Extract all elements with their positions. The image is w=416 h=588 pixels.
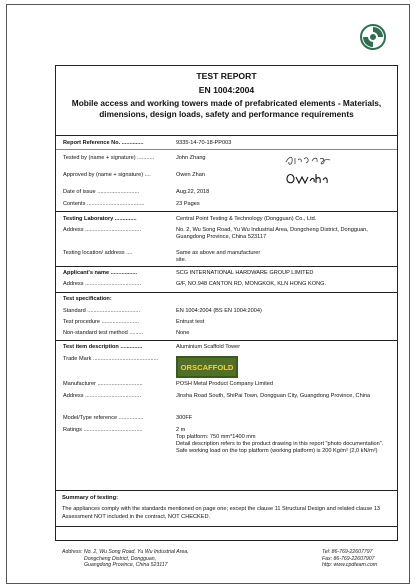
manufacturer-label: Manufacturer: [63, 381, 96, 387]
model-value: 300FF: [176, 415, 193, 421]
divider: [56, 266, 397, 267]
divider: [56, 211, 397, 212]
ratings-detail: Detail description refers to the product drawing in this report "photo documentation".: [176, 441, 384, 447]
trademark-label: Trade Mark: [63, 356, 92, 362]
location-value: Same as above and manufacturer site.: [176, 250, 261, 263]
lab-address-value: No. 2, Wu Song Road, Yu Wu Industrial Area, Dongcheng District, Dongguan, Guangdong Province, China 523117: [176, 227, 368, 240]
trademark-logo-text: ORSCAFFOLD: [180, 363, 234, 372]
nonstandard-label: Non-standard test method: [63, 330, 128, 336]
standard-label: Standard: [63, 308, 86, 314]
report-title: TEST REPORT: [196, 71, 257, 81]
footer-fax: Fax: 86-769-22607907: [322, 555, 375, 562]
footer-address-line1: Address: No. 2, Wu Song Road, Yu Wu Industrial Area,: [62, 549, 189, 555]
report-subtitle: Mobile access and working towers made of prefabricated elements - Materials, dimensions, design loads, safety and performance requirements: [71, 98, 382, 119]
date-value: Aug.22, 2018: [176, 189, 210, 195]
footer-web[interactable]: http: www.cpdteam.com: [322, 562, 378, 569]
tested-by-label: Tested by (name + signature): [63, 155, 136, 161]
approved-by-label: Approved by (name + signature): [63, 172, 144, 178]
tested-by-value: John Zhang: [176, 155, 206, 161]
nonstandard-value: None: [176, 330, 190, 336]
company-logo-icon: [359, 23, 387, 51]
applicant-address-value: G/F, NO.948 CANTON RD, MONGKOK, KLN HONG KONG.: [176, 281, 327, 287]
divider: [56, 340, 397, 341]
footer-tel: Tel: 86-769-22607797: [322, 549, 373, 555]
trademark-logo: [176, 356, 238, 378]
model-label: Model/Type reference: [63, 415, 118, 421]
signature-john-zhang: [284, 153, 334, 167]
footer-contact: [322, 549, 404, 569]
applicant-address-label: Address: [63, 281, 84, 287]
lab-address-label: Address: [63, 227, 84, 233]
ratings-values: [176, 427, 394, 455]
procedure-value: Entrust test: [176, 319, 205, 325]
standard-value: EN 1004:2004 (BS EN 1004:2004): [176, 308, 262, 314]
applicant-label: Applicant's name: [63, 270, 110, 276]
test-report-box: TEST REPORT EN 1004:2004 Mobile access and working towers made of prefabricated elements - Materials, dimensions, design loads, safety and performance requirements Report Reference No. .............. 9335-14-70-18-PP003 Tested by (name + signature) ........... John Zhang Approved by (name + signature) .... Owen Zhan Date of issue ........................... Aug.22, 2018 Contents ..................................... 23 Pages Testing Laboratory .............. Central Point Testing & Technology (Dongguan) Co., Ltd. Address .................................... No. 2, Wu Song Road, Yu Wu Industrial Area, Dongcheng District, Dongguan, Guangdong Province, China 523117 Testing location/ address .... Same as above and manufacturer site. Applicant's name ................. SCG INTERNATIONAL HARDWARE GROUP LIMITED Address .................................... G/F, NO.948 CANTON RD, MONGKOK, KLN HONG KONG. Test specification: Standard .................................. EN 1004:2004 (BS EN 1004:2004) Test procedure ........................ Entrust test Non-standard test method ......... None Test item description .............. Aluminium Scaffold Tower Trade Mark .......................................... ORSCAFFOLD Manufacturer ............................. POSH Metal Product Company Limited Address .................................... Jinsha Road South, ShiPai Town, Dongguan City, Guangdong Province, China Model/Type reference ................ 300FF Ratings ...................................... 2 m Top platform: 750 mm*1400 mm Detail description refers to the product drawing in this report "photo documentation". Safe working load on the top platform (working platform) is 200 Kg/m² (2,0 kN/m²): [55, 65, 398, 541]
contents-value: 23 Pages: [176, 201, 200, 207]
footer-address-line2: Dongcheng District, Dongguan,: [84, 555, 157, 562]
reference-value: 9335-14-70-18-PP003: [176, 140, 232, 146]
test-spec-label: Test specification:: [63, 296, 112, 302]
report-standard: EN 1004:2004: [198, 85, 255, 95]
location-label: Testing location/ address: [63, 250, 125, 256]
divider: [56, 292, 397, 293]
approved-by-value: Owen Zhan: [176, 172, 205, 178]
procedure-label: Test procedure: [63, 319, 101, 325]
ratings-safe-load: Safe working load on the top platform (working platform) is 200 Kg/m² (2,0 kN/m²): [176, 448, 378, 454]
reference-label: Report Reference No.: [63, 140, 121, 146]
footer-address: [62, 549, 242, 569]
item-description-label: Test item description: [63, 344, 119, 350]
ratings-label: Ratings: [63, 427, 82, 433]
divider: [56, 149, 397, 150]
divider: [56, 135, 397, 136]
item-description-value: Aluminium Scaffold Tower: [176, 344, 241, 350]
ratings-height: 2 m: [176, 427, 186, 433]
ratings-top-platform: Top platform: 750 mm*1400 mm: [176, 434, 256, 440]
summary-body: The appliances comply with the standards mentioned on page one; except the clause 11 Structural Design and related clause 13 Assessment NOT included in the contract, NOT CHECKED.: [62, 506, 381, 520]
summary-box: [55, 490, 398, 527]
lab-label: Testing Laboratory: [63, 216, 114, 222]
summary-title: Summary of testing:: [62, 495, 119, 501]
applicant-value: SCG INTERNATIONAL HARDWARE GROUP LIMITED: [176, 270, 314, 276]
manufacturer-value: POSH Metal Product Company Limited: [176, 381, 273, 387]
signature-owen-zhan: [284, 170, 330, 188]
manufacturer-address-value: Jinsha Road South, ShiPai Town, Dongguan City, Guangdong Province, China: [176, 393, 371, 399]
footer-address-line3: Guangdong Province, China 523117: [84, 562, 168, 569]
manufacturer-address-label: Address: [63, 393, 84, 399]
date-label: Date of issue: [63, 189, 96, 195]
lab-value: Central Point Testing & Technology (Dongguan) Co., Ltd.: [176, 216, 317, 222]
contents-label: Contents: [63, 201, 86, 207]
